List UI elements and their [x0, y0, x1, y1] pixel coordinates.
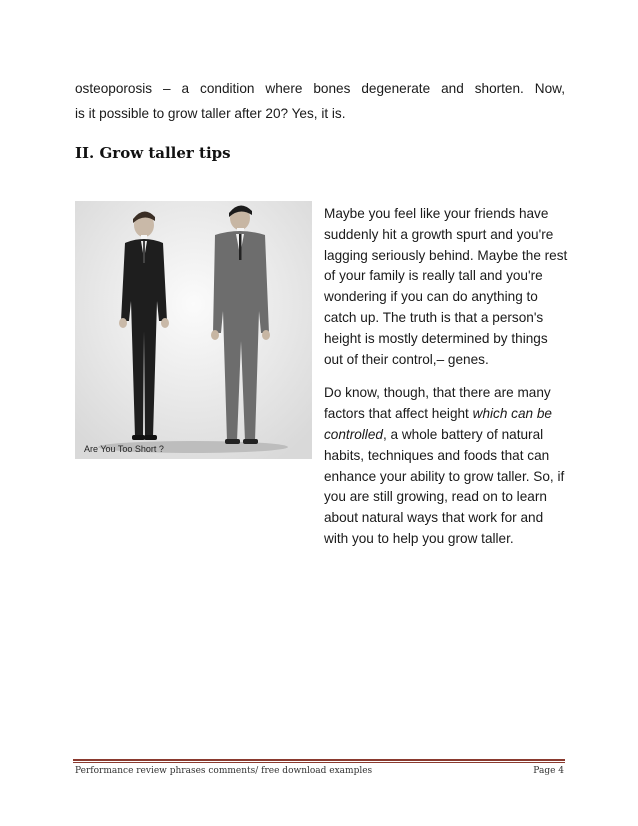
paragraph-1: Maybe you feel like your friends have suddenly hit a growth spurt and you're lagging seriously behind. Maybe the rest of your family is really tall and you're wondering if you can do anything to catch up. The truth is that a person's height is mostly determined by things out of their control,– genes. [324, 206, 568, 367]
page-number: Page 4 [533, 766, 564, 776]
paragraph-2-end: , a whole battery of natural habits, techniques and foods that can enhance your ability to grow taller. So, if you are still growing, read on to learn about natural ways that work for and with you to help you grow taller. [324, 426, 565, 546]
footer-title: Performance review phrases comments/ free download examples [75, 766, 373, 776]
intro-line-2: is it possible to grow taller after 20? Yes, it is. [75, 106, 346, 121]
paragraph-2 [324, 383, 569, 549]
figure-photo [75, 201, 312, 459]
intro-line-1: osteoporosis – a condition where bones degenerate and shorten. Now, [75, 81, 565, 96]
paragraph-2-start: Do know, though, that there are many factors that affect height [324, 385, 551, 422]
paragraph-2-emphasis: which can be controlled [324, 406, 552, 442]
intro-paragraph [75, 76, 565, 126]
footer-rule [73, 759, 565, 761]
section-heading: II. Grow taller tips [75, 144, 231, 162]
footer-rule-thin [73, 762, 565, 763]
two-men-in-suits-illustration [75, 201, 312, 459]
body-column [324, 204, 569, 563]
figure-caption: Are You Too Short ? [84, 444, 164, 454]
